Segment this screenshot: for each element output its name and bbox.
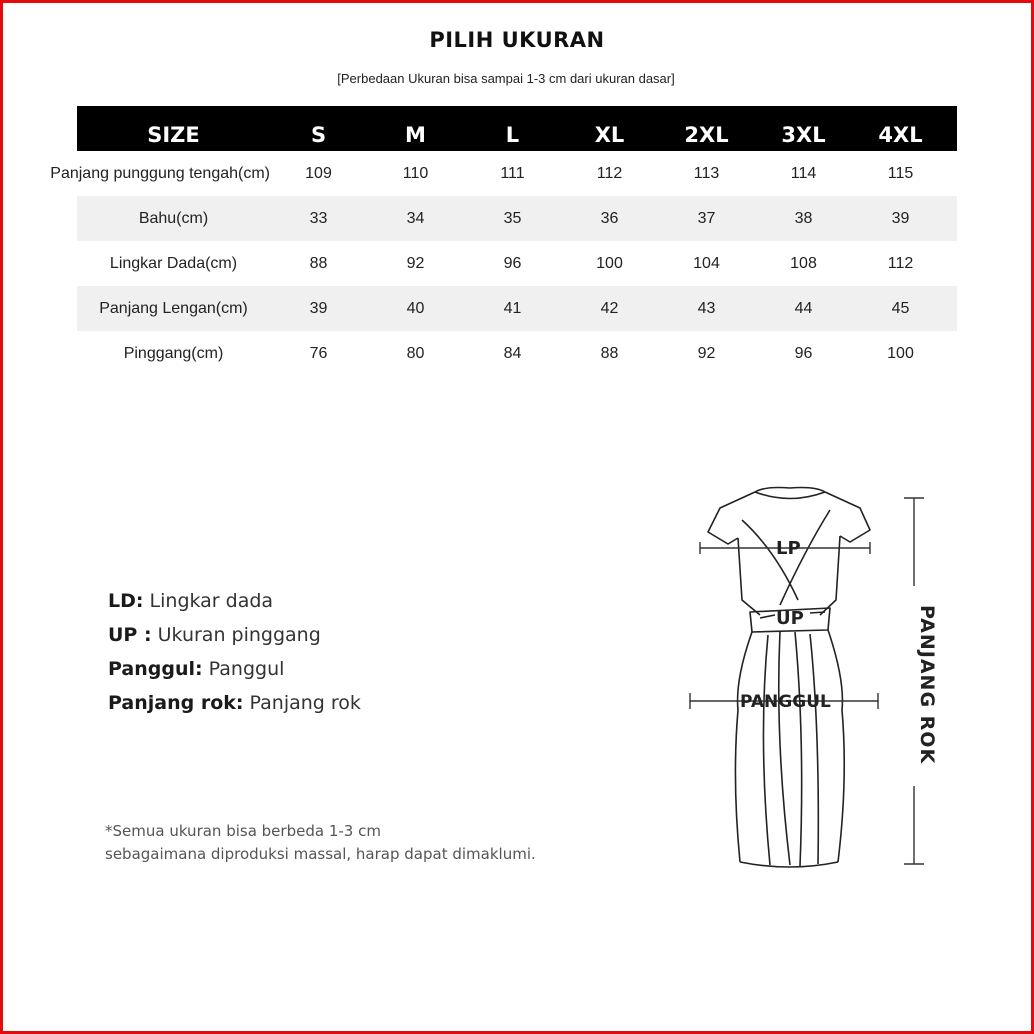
header-3xl: 3XL — [781, 122, 826, 147]
header-4xl: 4XL — [878, 122, 923, 147]
legend-item: LD: Lingkar dada — [108, 590, 274, 612]
table-row — [77, 196, 957, 241]
size-note — [105, 820, 536, 866]
table-row — [77, 241, 957, 286]
row-label: Pinggang(cm) — [123, 344, 224, 362]
cell: 100 — [596, 254, 623, 272]
cell: 92 — [406, 254, 425, 272]
cell: 112 — [596, 164, 623, 182]
cell: 113 — [693, 164, 720, 182]
row-label: Lingkar Dada(cm) — [109, 254, 238, 272]
dress-diagram — [680, 480, 960, 880]
header-l: L — [505, 122, 520, 147]
header-xl: XL — [594, 122, 625, 147]
up-label: UP — [776, 608, 804, 629]
cell: 38 — [794, 209, 813, 227]
cell: 43 — [697, 299, 716, 317]
cell: 41 — [503, 299, 522, 317]
cell: 104 — [693, 254, 720, 272]
legend-item: UP : Ukuran pinggang — [108, 624, 321, 646]
size-table-header — [77, 106, 957, 151]
cell: 34 — [406, 209, 425, 227]
cell: 108 — [790, 254, 817, 272]
cell: 37 — [697, 209, 716, 227]
cell: 39 — [891, 209, 910, 227]
header-m: M — [405, 122, 426, 147]
cell: 96 — [794, 344, 813, 362]
cell: 96 — [503, 254, 522, 272]
header-size: SIZE — [147, 122, 200, 147]
note-line-2: sebagaimana diproduksi massal, harap dapat dimaklumi. — [105, 845, 536, 863]
legend-item: Panjang rok: Panjang rok — [108, 692, 361, 714]
cell: 35 — [503, 209, 522, 227]
legend-item: Panggul: Panggul — [108, 658, 285, 680]
cell: 42 — [600, 299, 619, 317]
header-s: S — [310, 122, 327, 147]
cell: 76 — [309, 344, 328, 362]
cell: 109 — [305, 164, 332, 182]
page-subtitle: [Perbedaan Ukuran bisa sampai 1-3 cm dari ukuran dasar] — [337, 71, 675, 86]
cell: 111 — [500, 164, 525, 182]
cell: 92 — [697, 344, 716, 362]
page-title: PILIH UKURAN — [429, 28, 605, 52]
cell: 88 — [600, 344, 619, 362]
cell: 80 — [406, 344, 425, 362]
cell: 33 — [309, 209, 328, 227]
panjang-rok-label: PANJANG ROK — [916, 605, 938, 765]
cell: 112 — [887, 254, 914, 272]
row-label: Panjang punggung tengah(cm) — [50, 164, 270, 182]
size-table — [50, 106, 957, 376]
table-row — [77, 331, 957, 376]
cell: 110 — [402, 164, 429, 182]
header-2xl: 2XL — [684, 122, 729, 147]
cell: 88 — [309, 254, 328, 272]
cell: 44 — [794, 299, 813, 317]
measurement-legend — [108, 590, 361, 726]
row-label: Bahu(cm) — [138, 209, 209, 227]
cell: 100 — [887, 344, 914, 362]
note-line-1: *Semua ukuran bisa berbeda 1-3 cm — [105, 822, 381, 840]
table-row — [77, 286, 957, 331]
cell: 115 — [887, 164, 914, 182]
cell: 40 — [406, 299, 425, 317]
cell: 114 — [790, 164, 817, 182]
row-label: Panjang Lengan(cm) — [99, 299, 248, 317]
cell: 84 — [503, 344, 522, 362]
cell: 45 — [891, 299, 910, 317]
table-row — [50, 151, 957, 196]
panggul-label: PANGGUL — [740, 692, 831, 712]
lp-label: LP — [776, 538, 801, 559]
cell: 39 — [309, 299, 328, 317]
cell: 36 — [600, 209, 619, 227]
